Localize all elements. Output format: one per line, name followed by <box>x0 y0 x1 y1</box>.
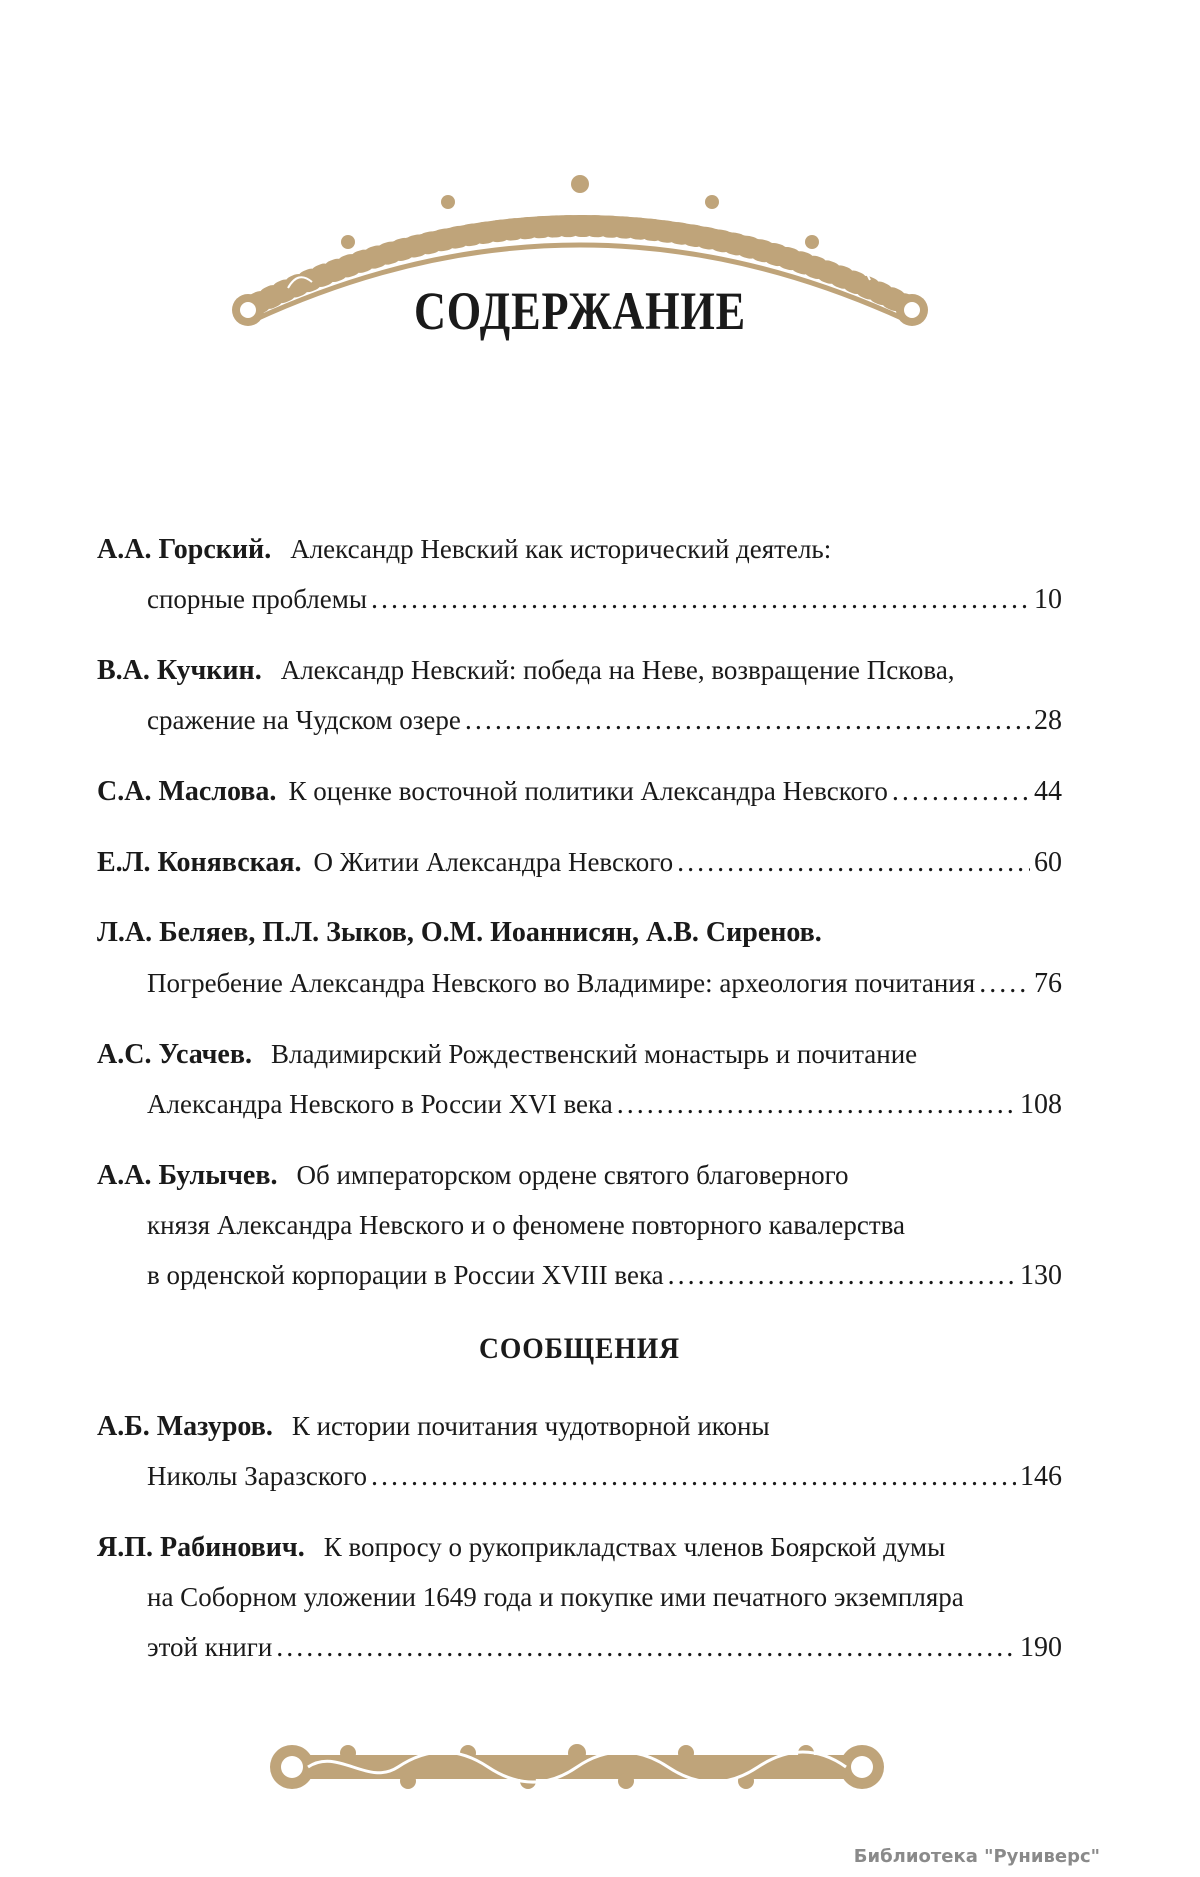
toc-author: А.А. Горский. <box>97 534 272 565</box>
toc-entry <box>97 524 1062 624</box>
toc-title-cont: князя Александра Невского и о феномене повторного кавалерства <box>147 1210 906 1240</box>
toc-line <box>97 908 1062 958</box>
table-of-contents <box>97 524 1062 1693</box>
toc-author: А.С. Усачев. <box>97 1039 252 1070</box>
dot-leader <box>371 575 1030 625</box>
page-number: 190 <box>1020 1632 1062 1663</box>
toc-title: Александр Невский: победа на Неве, возвращение Пскова, <box>280 655 955 685</box>
toc-author: Е.Л. Конявская. <box>97 847 302 878</box>
toc-line <box>97 645 1062 695</box>
dot-leader <box>892 767 1030 817</box>
dot-leader <box>677 838 1030 888</box>
toc-title: Об императорском ордене святого благоверного <box>296 1160 849 1190</box>
toc-title-cont: сражение на Чудском озере <box>147 705 461 735</box>
toc-line <box>97 1200 1062 1250</box>
toc-line <box>97 1250 1062 1300</box>
toc-entry <box>97 1029 1062 1129</box>
page-number: 130 <box>1020 1260 1062 1291</box>
section-heading: СООБЩЕНИЯ <box>479 1332 680 1365</box>
dot-leader <box>979 959 1030 1009</box>
toc-line <box>97 1522 1062 1572</box>
toc-title: К вопросу о рукоприкладствах членов Боярской думы <box>323 1532 946 1562</box>
toc-line <box>97 1150 1062 1200</box>
toc-line <box>97 1572 1062 1622</box>
page-number: 146 <box>1020 1461 1062 1492</box>
toc-line <box>97 837 1062 887</box>
toc-author: В.А. Кучкин. <box>97 655 262 686</box>
dot-leader <box>465 696 1030 746</box>
toc-author: С.А. Маслова. <box>97 776 277 807</box>
toc-entry <box>97 1522 1062 1672</box>
toc-title: К истории почитания чудотворной иконы <box>291 1411 770 1441</box>
toc-title: Погребение Александра Невского во Владимире: археология почитания <box>147 968 976 998</box>
toc-title-cont: на Соборном уложении 1649 года и покупке ими печатного экземпляра <box>147 1582 964 1612</box>
toc-line <box>97 695 1062 745</box>
toc-author: Я.П. Рабинович. <box>97 1532 305 1563</box>
scroll-band-ornament-icon <box>268 1733 886 1800</box>
toc-line <box>97 1622 1062 1672</box>
toc-entry <box>97 766 1062 816</box>
toc-entry <box>97 1150 1062 1300</box>
toc-line <box>97 1029 1062 1079</box>
toc-title-cont: Николы Заразского <box>147 1461 367 1491</box>
dot-leader <box>371 1452 1016 1502</box>
toc-entry <box>97 837 1062 887</box>
toc-entry <box>97 908 1062 1008</box>
toc-title: О Житии Александра Невского <box>313 847 674 877</box>
toc-title-cont: спорные проблемы <box>147 584 367 614</box>
toc-line <box>97 1079 1062 1129</box>
toc-title-cont: в орденской корпорации в России XVIII века <box>147 1260 664 1290</box>
page-title: СОДЕРЖАНИЕ <box>413 281 747 341</box>
toc-entry <box>97 1401 1062 1501</box>
toc-line <box>97 1401 1062 1451</box>
toc-line <box>97 1451 1062 1501</box>
toc-author: А.Б. Мазуров. <box>97 1411 273 1442</box>
toc-title: Александр Невский как исторический деятель: <box>290 534 832 564</box>
page-number: 60 <box>1034 847 1062 878</box>
toc-line <box>97 766 1062 816</box>
toc-author: А.А. Булычев. <box>97 1160 278 1191</box>
toc-title: К оценке восточной политики Александра Невского <box>288 776 888 806</box>
toc-line <box>97 524 1062 574</box>
toc-line <box>97 574 1062 624</box>
toc-title-cont: Александра Невского в России XVI века <box>147 1089 613 1119</box>
page-number: 44 <box>1034 776 1062 807</box>
toc-title: Владимирский Рождественский монастырь и почитание <box>270 1039 918 1069</box>
page-number: 76 <box>1034 968 1062 999</box>
toc-entry <box>97 645 1062 745</box>
library-watermark: Библиотека "Руниверс" <box>853 1846 1100 1867</box>
toc-author: Л.А. Беляев, П.Л. Зыков, О.М. Иоаннисян, А.В. Сиренов. <box>97 917 822 948</box>
dot-leader <box>668 1251 1016 1301</box>
toc-title-cont: этой книги <box>147 1632 273 1662</box>
dot-leader <box>617 1080 1016 1130</box>
page-number: 28 <box>1034 705 1062 736</box>
dot-leader <box>276 1623 1016 1673</box>
page-number: 10 <box>1034 584 1062 615</box>
page-number: 108 <box>1020 1089 1062 1120</box>
toc-line <box>97 958 1062 1008</box>
